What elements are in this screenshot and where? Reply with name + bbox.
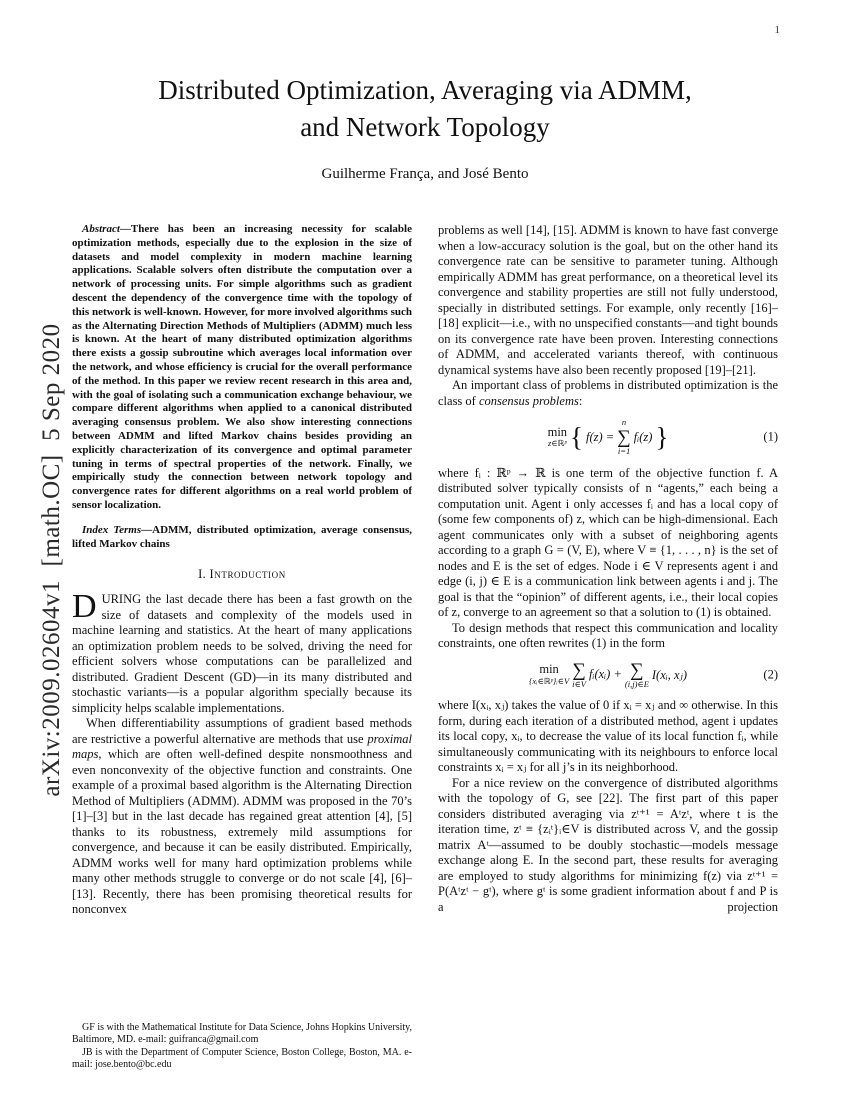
right-paragraph-2-italic: consensus problems — [478, 393, 579, 408]
min-operator-1 — [548, 426, 567, 449]
arxiv-watermark: arXiv:2009.02604v1 [math.OC] 5 Sep 2020 — [38, 323, 65, 797]
min-label-2: min — [539, 662, 559, 677]
equation-2-term-1: fᵢ(xᵢ) + — [589, 667, 622, 682]
footnote-1: GF is with the Mathematical Institute for Data Science, Johns Hopkins University, Baltimore, MD. e-mail: guifranca@gmail.com — [72, 1022, 412, 1046]
right-paragraph-2-seg-b: : — [578, 393, 583, 408]
abstract-text: —There has been an increasing necessity for scalable optimization methods, especially due to the explosion in the size of datasets and model complexity in modern machine learning applications. Scalable solvers often distribute the computation over a network of processing units. For simple algorithms such as gradient descent the dependency of the convergence time with the topology of this network is well-known. However, for more involved algorithms such as the Alternating Direction Methods of Multipliers (ADMM) much less is known. At the heart of many distributed optimization algorithms there exists a gossip subroutine which averages local information over the network, and whose efficiency is crucial for the overall performance of the method. In this paper we review recent research in this area and, with the goal of isolating such a communication exchange behaviour, we compare different algorithms when applied to a canonical distributed averaging consensus problem. We also show interesting connections between ADMM and lifted Markov chains besides providing an explicitly characterization of its convergence and optimal parameter tuning in terms of spectral properties of the network. Finally, we empirically study the connection between network topology and convergence rates for different algorithms on a real world problem of sensor localization. — [72, 223, 412, 511]
footnote-2: JB is with the Department of Computer Science, Boston College, Boston, MA. e-mail: jose.bento@bc.edu — [72, 1046, 412, 1070]
sigma-icon-1: ∑ — [617, 426, 631, 448]
dropcap-letter: D — [72, 588, 97, 626]
min-label-1: min — [547, 424, 568, 439]
right-paragraph-4: To design methods that respect this communication and locality constraints, one often rewrites (1) in the form — [438, 620, 778, 651]
min-subscript-2: {xᵢ∈ℝᵖ}ᵢ∈V — [528, 675, 570, 686]
paper-content — [72, 0, 778, 1073]
right-paragraph-1: problems as well [14], [15]. ADMM is known to have fast converge when a low-accuracy solution is the goal, but on the other hand its convergence rate can be sensitive to parameter tuning. Although empirically ADMM has great performance, on a theoretical level its convergence and stability properties are still not fully understood, specially in distributed settings. For example, only recently [16]–[18] explicit—i.e., with no unspecified constants—and tight bounds on its convergence rate have been proven. Interesting connections of ADMM, and accelerated variants thereof, with continuous dynamical systems have also been recently proposed [19]–[21]. — [438, 223, 778, 377]
right-paragraph-2 — [438, 378, 778, 409]
right-paragraph-2-seg-a: An important class of problems in distributed optimization is the class of — [438, 378, 778, 408]
intro-paragraph-1 — [72, 588, 412, 716]
index-terms-paragraph — [72, 524, 412, 552]
right-brace-icon: } — [655, 421, 669, 452]
title-line-2: and Network Topology — [300, 112, 550, 142]
right-paragraph-6: For a nice review on the convergence of distributed algorithms with the topology of G, see [22]. The first part of this paper considers distributed averaging via zᵗ⁺¹ = Aᵗzᵗ, where t is the iteration time, zᵗ ≡ {zᵢᵗ}ᵢ∈V is distributed across V, and the gossip matrix Aᵗ—assumed to be doubly stochastic—models message exchange along E. In the second part, these results for averaging are employed to study algorithms for minimizing f(z) via zᵗ⁺¹ = P(Aᵗzᵗ − gᵗ), where gᵗ is some gradient information about f and P is a projection — [438, 775, 778, 914]
section-heading-introduction — [72, 567, 412, 582]
abstract-label: Abstract — [82, 223, 120, 235]
two-column-body — [72, 223, 778, 1073]
left-column — [72, 223, 412, 1073]
right-paragraph-3: where fᵢ : ℝᵖ → ℝ is one term of the objective function f. A distributed solver typically consists of n “agents,” each being a computation unit. Agent i only accesses fᵢ and has a local copy of (some few components of) z, which can be high-dimensional. Each agent communicates only with a subset of neighboring agents according to a graph G = (V, E), where V ≡ {1, . . . , n} is the set of nodes and E is the set of edges. Node i ∈ V represents agent i and edge (i, j) ∈ E is a communication link between agents i and j. The goal is that the “opinion” of different agents, i.e., their local copies of z, converge to an agreement so that a solution to (1) is obtained. — [438, 465, 778, 620]
title-line-1: Distributed Optimization, Averaging via ADMM, — [158, 75, 692, 105]
sigma-icon-2a: ∑ — [572, 659, 586, 681]
paper-header — [72, 72, 778, 183]
left-brace-icon: { — [570, 421, 584, 452]
equation-2-tag: (2) — [763, 667, 778, 682]
sigma-icon-2b: ∑ — [630, 659, 644, 681]
min-operator-2 — [529, 663, 569, 686]
equation-1 — [438, 418, 778, 457]
equation-1-term: fᵢ(z) — [633, 429, 653, 444]
sum-lower-limit-2a: i∈V — [572, 678, 587, 689]
author-footnotes — [72, 1022, 412, 1071]
authors-line: Guilherme França, and José Bento — [321, 166, 529, 182]
sum-operator-2b — [625, 661, 649, 690]
equation-1-lhs: f(z) = — [586, 429, 615, 444]
index-terms-text: —ADMM, distributed optimization, average consensus, lifted Markov chains — [72, 523, 412, 550]
section-title: Introduction — [209, 567, 286, 582]
intro-paragraph-2 — [72, 716, 412, 918]
intro-paragraph-2-seg-a: When differentiability assumptions of gradient based methods are restrictive a powerful alternative are methods that use — [72, 716, 412, 746]
section-number: I. — [198, 567, 207, 582]
equation-1-body — [548, 418, 669, 457]
intro-paragraph-2-italic: proximal maps — [72, 731, 412, 762]
abstract-paragraph — [72, 223, 412, 513]
sum-lower-limit-1: i=1 — [617, 445, 631, 456]
paper-title — [72, 72, 778, 146]
equation-2-term-2: I(xᵢ, xⱼ) — [651, 667, 688, 682]
page-number: 1 — [774, 24, 780, 36]
min-subscript-1: z∈ℝᵖ — [547, 437, 567, 448]
intro-paragraph-1-text: URING the last decade there has been a fast growth on the size of datasets and complexity of the models used in machine learning and statistics. At the heart of many applications an optimization problem needs to be solved, driving the need for efficient solvers whose computations can be parallelized and distributed. Gradient Descent (GD)—in its many distributed and stochastic variants—is a popular algorithm specially because its simplicity helps scalable implementations. — [72, 592, 412, 715]
equation-2-body — [529, 661, 687, 690]
sum-operator-2a — [572, 661, 586, 690]
equation-1-tag: (1) — [763, 429, 778, 444]
sum-operator-1 — [617, 418, 631, 457]
intro-paragraph-2-seg-b: , which are often well-defined despite nonsmoothness and even nonconvexity of the objective function and constraints. One example of a proximal based algorithm is the Alternating Direction Method of Multipliers (ADMM). ADMM was proposed in the 70’s [1]–[3] but in the last decade has regained great attention [4], [5] thanks to its robustness, extremely mild assumptions for convergence, and because it can be easily distributed. Empirically, ADMM works well for many hard optimization problems while many other methods struggle to converge or do not scale [4], [6]–[13]. Recently, there has been promising theoretical results for nonconvex — [72, 747, 412, 917]
equation-2 — [438, 661, 778, 690]
sum-lower-limit-2b: (i,j)∈E — [624, 678, 649, 689]
index-terms-label: Index Terms — [82, 523, 142, 536]
right-column — [438, 223, 778, 1073]
sum-upper-limit-1: n — [621, 417, 627, 427]
right-paragraph-5: where I(xᵢ, xⱼ) takes the value of 0 if xᵢ = xⱼ and ∞ otherwise. In this form, during each iteration of a distributed method, agent i updates its local copy, xᵢ, to decrease the value of its local function fᵢ, while simultaneously communicating with its neighbours to enforce local constraints xᵢ = xⱼ for all j’s in its neighborhood. — [438, 698, 778, 775]
